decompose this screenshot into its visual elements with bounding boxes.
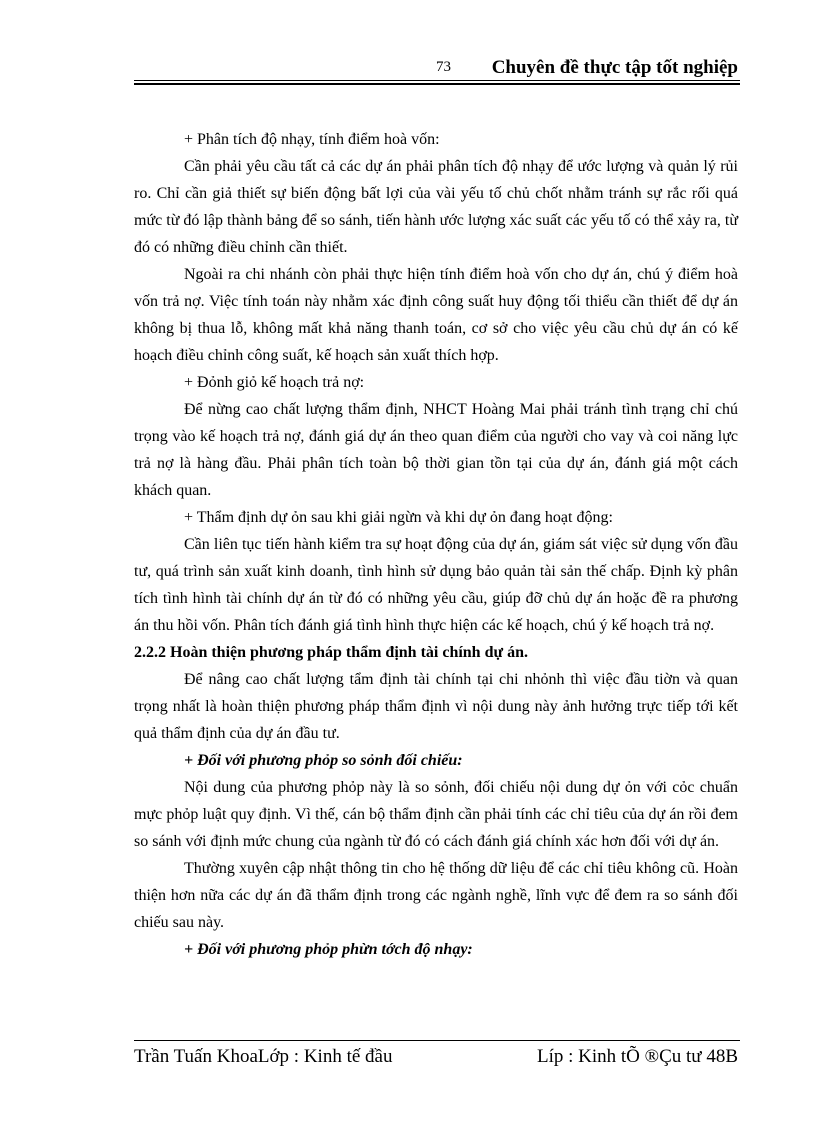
- footer-author: Trần Tuấn KhoaLớp : Kinh tế đầu: [134, 1046, 393, 1067]
- paragraph: Cần liên tục tiến hành kiểm tra sự hoạt động của dự án, giám sát việc sử dụng vốn đầu tư, quá trình sản xuất kinh doanh, tình hình sử dụng bảo quản tài sản thế chấp. Định kỳ phân tích tình hình tài chính dự án từ đó có những yêu cầu, giúp đỡ chủ dự án hoặc đề ra phương án thu hồi vốn. Phân tích đánh giá tình hình thực hiện các kế hoạch, chú ý kế hoạch trả nợ.: [134, 536, 738, 634]
- page-number: 73: [436, 59, 451, 75]
- paragraph: Để nâng cao chất lượng tẩm định tài chính tại chi nhỏnh thì việc đầu tiờn và quan trọng nhất là hoàn thiện phương pháp thẩm định vì nội dung này ảnh hưởng trực tiếp tới kết quả thẩm định của dự án đầu tư.: [134, 671, 738, 742]
- footer-class: Líp : Kinh tÕ ®Çu tư 48B: [536, 1046, 738, 1067]
- header-title: Chuyên đề thực tập tốt nghiệp: [491, 57, 738, 78]
- subheading-post-disbursement: + Thẩm định dự ỏn sau khi giải ngừn và khi dự ỏn đang hoạt động:: [184, 509, 613, 526]
- page-footer: [134, 1046, 740, 1072]
- paragraph: Thường xuyên cập nhật thông tin cho hệ thống dữ liệu để các chỉ tiêu không cũ. Hoàn thiện hơn nữa các dự án đã thẩm định trong các ngành nghề, lĩnh vực để đem ra so sánh đối chiếu sau này.: [134, 860, 738, 931]
- header-rule-thin: [134, 80, 740, 81]
- paragraph: Để nừng cao chất lượng thẩm định, NHCT Hoàng Mai phải tránh tình trạng chỉ chú trọng vào kế hoạch trả nợ, đánh giá dự án theo quan điểm của người cho vay và coi năng lực trả nợ là hàng đầu. Phải phân tích toàn bộ thời gian tồn tại của dự án, đánh giá một cách khách quan.: [134, 401, 738, 499]
- footer-rule: [134, 1040, 740, 1041]
- page-header: [134, 54, 740, 82]
- subheading-sensitivity-method: + Đối với phương phỏp phừn tớch độ nhạy:: [184, 941, 473, 958]
- paragraph: Cần phải yêu cầu tất cả các dự án phải phân tích độ nhạy để ước lượng và quản lý rủi ro. Chỉ cần giả thiết sự biến động bất lợi của vài yếu tố chủ chốt nhằm tránh sự rắc rối quá mức từ đó lập thành bảng để so sánh, tiến hành ước lượng xác suất các yếu tố có thể xảy ra, từ đó có những điều chỉnh cần thiết.: [134, 158, 738, 256]
- document-body: [134, 126, 738, 963]
- subheading-sensitivity: + Phân tích độ nhạy, tính điểm hoà vốn:: [184, 131, 440, 148]
- paragraph: Ngoài ra chi nhánh còn phải thực hiện tính điểm hoà vốn cho dự án, chú ý điểm hoà vốn trả nợ. Việc tính toán này nhằm xác định công suất huy động tối thiểu cần thiết để dự án không bị thua lỗ, không mất khả năng thanh toán, cơ sở cho việc yêu cầu chủ dự án có kế hoạch điều chỉnh công suất, kế hoạch sản xuất thích hợp.: [134, 266, 738, 364]
- header-rule-thick: [134, 83, 740, 85]
- subheading-repayment: + Đỏnh giỏ kế hoạch trả nợ:: [184, 374, 365, 391]
- subheading-comparison: + Đối với phương phỏp so sỏnh đối chiếu:: [184, 752, 463, 769]
- section-heading: 2.2.2 Hoàn thiện phương pháp thẩm định tài chính dự án.: [134, 644, 528, 661]
- paragraph: Nội dung của phương phỏp này là so sỏnh, đối chiếu nội dung dự ỏn với cỏc chuẩn mực phỏp luật quy định. Vì thế, cán bộ thẩm định cần phải tính các chỉ tiêu của dự án rồi đem so sánh với định mức chung của ngành từ đó có cách đánh giá chính xác hơn đối với dự án.: [134, 779, 738, 850]
